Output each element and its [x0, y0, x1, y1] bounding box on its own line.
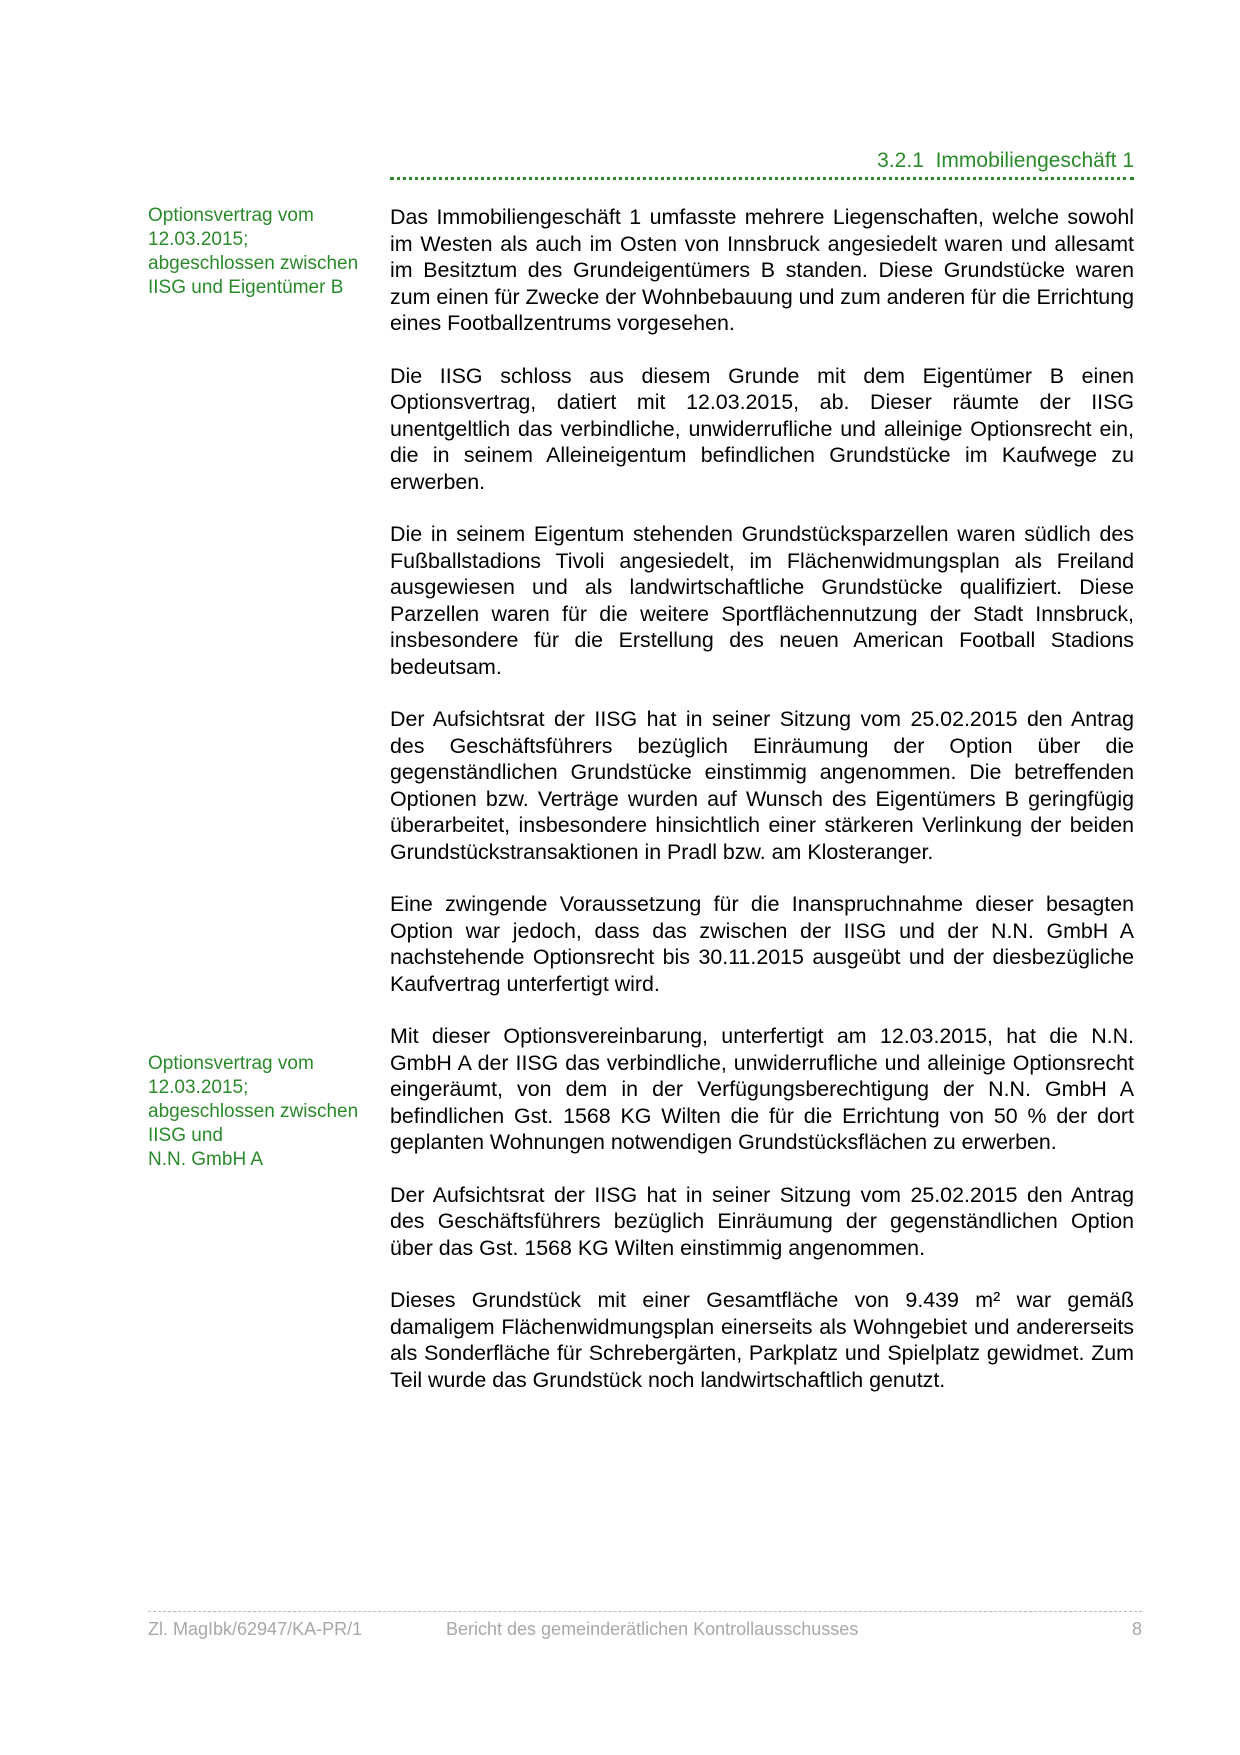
section-number: 3.2.1 [877, 149, 924, 172]
margin-note-line: IISG und Eigentümer B [148, 277, 344, 298]
footer-report-title: Bericht des gemeinderätlichen Kontrollausschusses [446, 1619, 859, 1639]
page-number: 8 [1131, 1619, 1142, 1639]
body-paragraph-6: Mit dieser Optionsvereinbarung, unterfertigt am 12.03.2015, hat die N.N. GmbH A der IISG das verbindliche, unwiderrufliche und alleinige Optionsrecht eingeräumt, von dem in der Verfügungsberechtigung der N.N. GmbH A befindlichen Gst. 1568 KG Wilten die für die Errichtung von 50 % der dort geplanten Wohnungen notwendigen Grundstücksflächen zu erwerben. [390, 1024, 1134, 1154]
body-paragraph-1: Das Immobiliengeschäft 1 umfasste mehrere Liegenschaften, welche sowohl im Westen als auch im Osten von Innsbruck angesiedelt waren und allesamt im Besitztum des Grundeigentümers B standen. Diese Grundstücke waren zum einen für Zwecke der Wohnbebauung und zum anderen für die Errichtung eines Footballzentrums vorgesehen. [390, 205, 1134, 335]
margin-note-line: Optionsvertrag vom [148, 205, 314, 226]
margin-note-line: 12.03.2015; [148, 1077, 249, 1098]
body-paragraph-5: Eine zwingende Voraussetzung für die Inanspruchnahme dieser besagten Option war jedoch, dass das zwischen der IISG und der N.N. GmbH A nachstehende Optionsrecht bis 30.11.2015 ausgeübt und der diesbezügliche Kaufvertrag unterfertigt wird. [390, 892, 1134, 996]
body-paragraph-8: Dieses Grundstück mit einer Gesamtfläche von 9.439 m² war gemäß damaligem Flächenwidmungsplan einerseits als Wohngebiet und andererseits als Sonderfläche für Schrebergärten, Parkplatz und Spielplatz gewidmet. Zum Teil wurde das Grundstück noch landwirtschaftlich genutzt. [390, 1288, 1134, 1392]
body-paragraph-7: Der Aufsichtsrat der IISG hat in seiner Sitzung vom 25.02.2015 den Antrag des Geschäftsführers bezüglich Einräumung der gegenständlichen Option über das Gst. 1568 KG Wilten einstimmig angenommen. [390, 1182, 1134, 1260]
body-paragraph-4: Der Aufsichtsrat der IISG hat in seiner Sitzung vom 25.02.2015 den Antrag des Geschäftsführers bezüglich Einräumung der Option über die gegenständlichen Grundstücke einstimmig angenommen. Die betreffenden Optionen bzw. Verträge wurden auf Wunsch des Eigentümers B geringfügig überarbeitet, insbesondere hinsichtlich einer stärkeren Verlinkung der beiden Grundstückstransaktionen in Pradl bzw. am Klosteranger. [390, 707, 1134, 864]
margin-note-2 [148, 1052, 388, 1172]
margin-note-line: abgeschlossen zwischen [148, 1101, 359, 1122]
margin-note-line: 12.03.2015; [148, 229, 249, 250]
section-title: Immobiliengeschäft 1 [935, 149, 1134, 172]
section-heading [390, 146, 1134, 176]
margin-note-1 [148, 204, 388, 300]
footer-dashed-rule [148, 1611, 1142, 1612]
margin-note-line: IISG und [148, 1125, 223, 1146]
margin-note-line: N.N. GmbH A [148, 1149, 264, 1170]
body-paragraph-2: Die IISG schloss aus diesem Grunde mit dem Eigentümer B einen Optionsvertrag, datiert mit 12.03.2015, ab. Dieser räumte der IISG unentgeltlich das verbindliche, unwiderrufliche und alleinige Optionsrecht ein, die in seinem Alleineigentum befindlichen Grundstücke im Kaufwege zu erwerben. [390, 363, 1134, 494]
body-paragraph-3: Die in seinem Eigentum stehenden Grundstücksparzellen waren südlich des Fußballstadions Tivoli angesiedelt, im Flächenwidmungsplan als Freiland ausgewiesen und als landwirtschaftliche Grundstücke qualifiziert. Diese Parzellen waren für die weitere Sportflächennutzung der Stadt Innsbruck, insbesondere für die Erstellung des neuen American Football Stadions bedeutsam. [390, 522, 1134, 679]
margin-note-line: abgeschlossen zwischen [148, 253, 359, 274]
footer-reference: Zl. MagIbk/62947/KA-PR/1 [148, 1619, 363, 1639]
margin-note-line: Optionsvertrag vom [148, 1053, 314, 1074]
heading-dotted-rule [390, 177, 1134, 180]
body-text-column [390, 204, 1134, 1419]
